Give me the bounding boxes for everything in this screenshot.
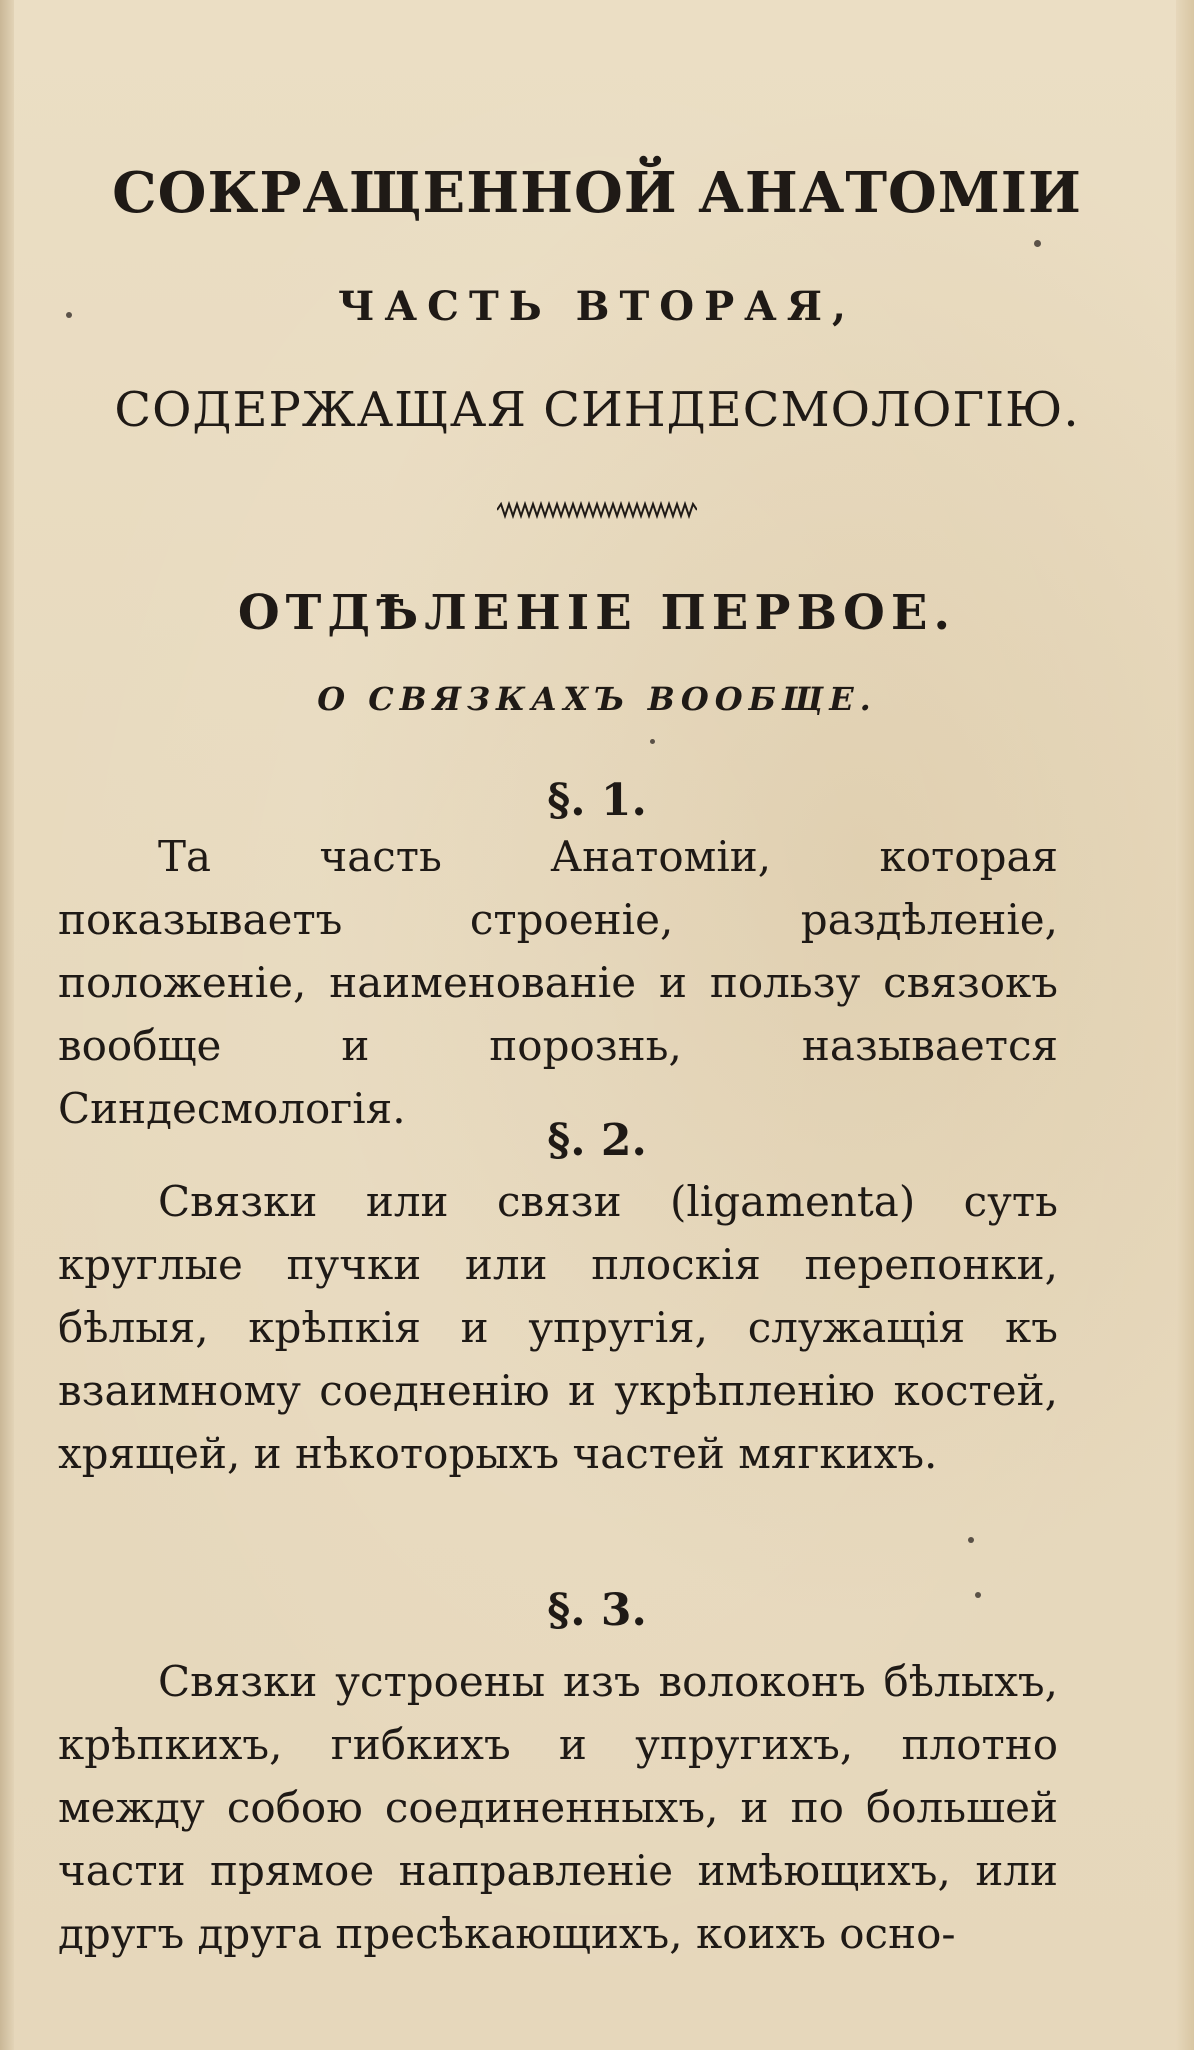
ink-speck xyxy=(1034,240,1041,247)
paragraph-text: Связки устроены изъ волоконъ бѣлыхъ, крѣпкихъ, гибкихъ и упругихъ, плотно между собою соединенныхъ, и по большей части прямое направленіе имѣющихъ, или другъ друга пресѣкающихъ, коихъ осно- xyxy=(58,1657,1058,1958)
section-subtitle: О СВЯЗКАХЪ ВООБЩЕ. xyxy=(317,680,877,718)
part-subheading: СОДЕРЖАЩАЯ СИНДЕСМОЛОГІЮ. xyxy=(114,382,1080,438)
paragraph xyxy=(58,1170,1058,1485)
paragraph-number: §. 3. xyxy=(547,1585,647,1636)
part-heading: ЧАСТЬ ВТОРАЯ, xyxy=(338,283,856,330)
ink-speck xyxy=(66,312,72,318)
paragraph-text: Связки или связи (ligamenta) суть круглые пучки или плоскія перепонки, бѣлыя, крѣпкія и упругія, служащія къ взаимному соедненію и укрѣпленію костей, хрящей, и нѣкоторыхъ частей мягкихъ. xyxy=(58,1177,1058,1478)
ink-speck xyxy=(650,739,655,744)
page-title: СОКРАЩЕННОЙ АНАТОМІИ xyxy=(112,160,1082,226)
paragraph xyxy=(58,1650,1058,1965)
paragraph-text: Та часть Анатоміи, которая показываетъ строеніе, раздѣленіе, положеніе, наименованіе и пользу связокъ вообще и порознь, называется Синдесмологія. xyxy=(58,832,1058,1133)
ink-speck xyxy=(975,1592,981,1598)
paragraph-number: §. 1. xyxy=(547,775,647,826)
paragraph xyxy=(58,825,1058,1140)
ink-speck xyxy=(968,1537,974,1543)
ornament-divider xyxy=(0,500,1194,520)
paragraph-number: §. 2. xyxy=(547,1115,647,1166)
section-title: ОТДѢЛЕНІЕ ПЕРВОЕ. xyxy=(237,585,957,641)
